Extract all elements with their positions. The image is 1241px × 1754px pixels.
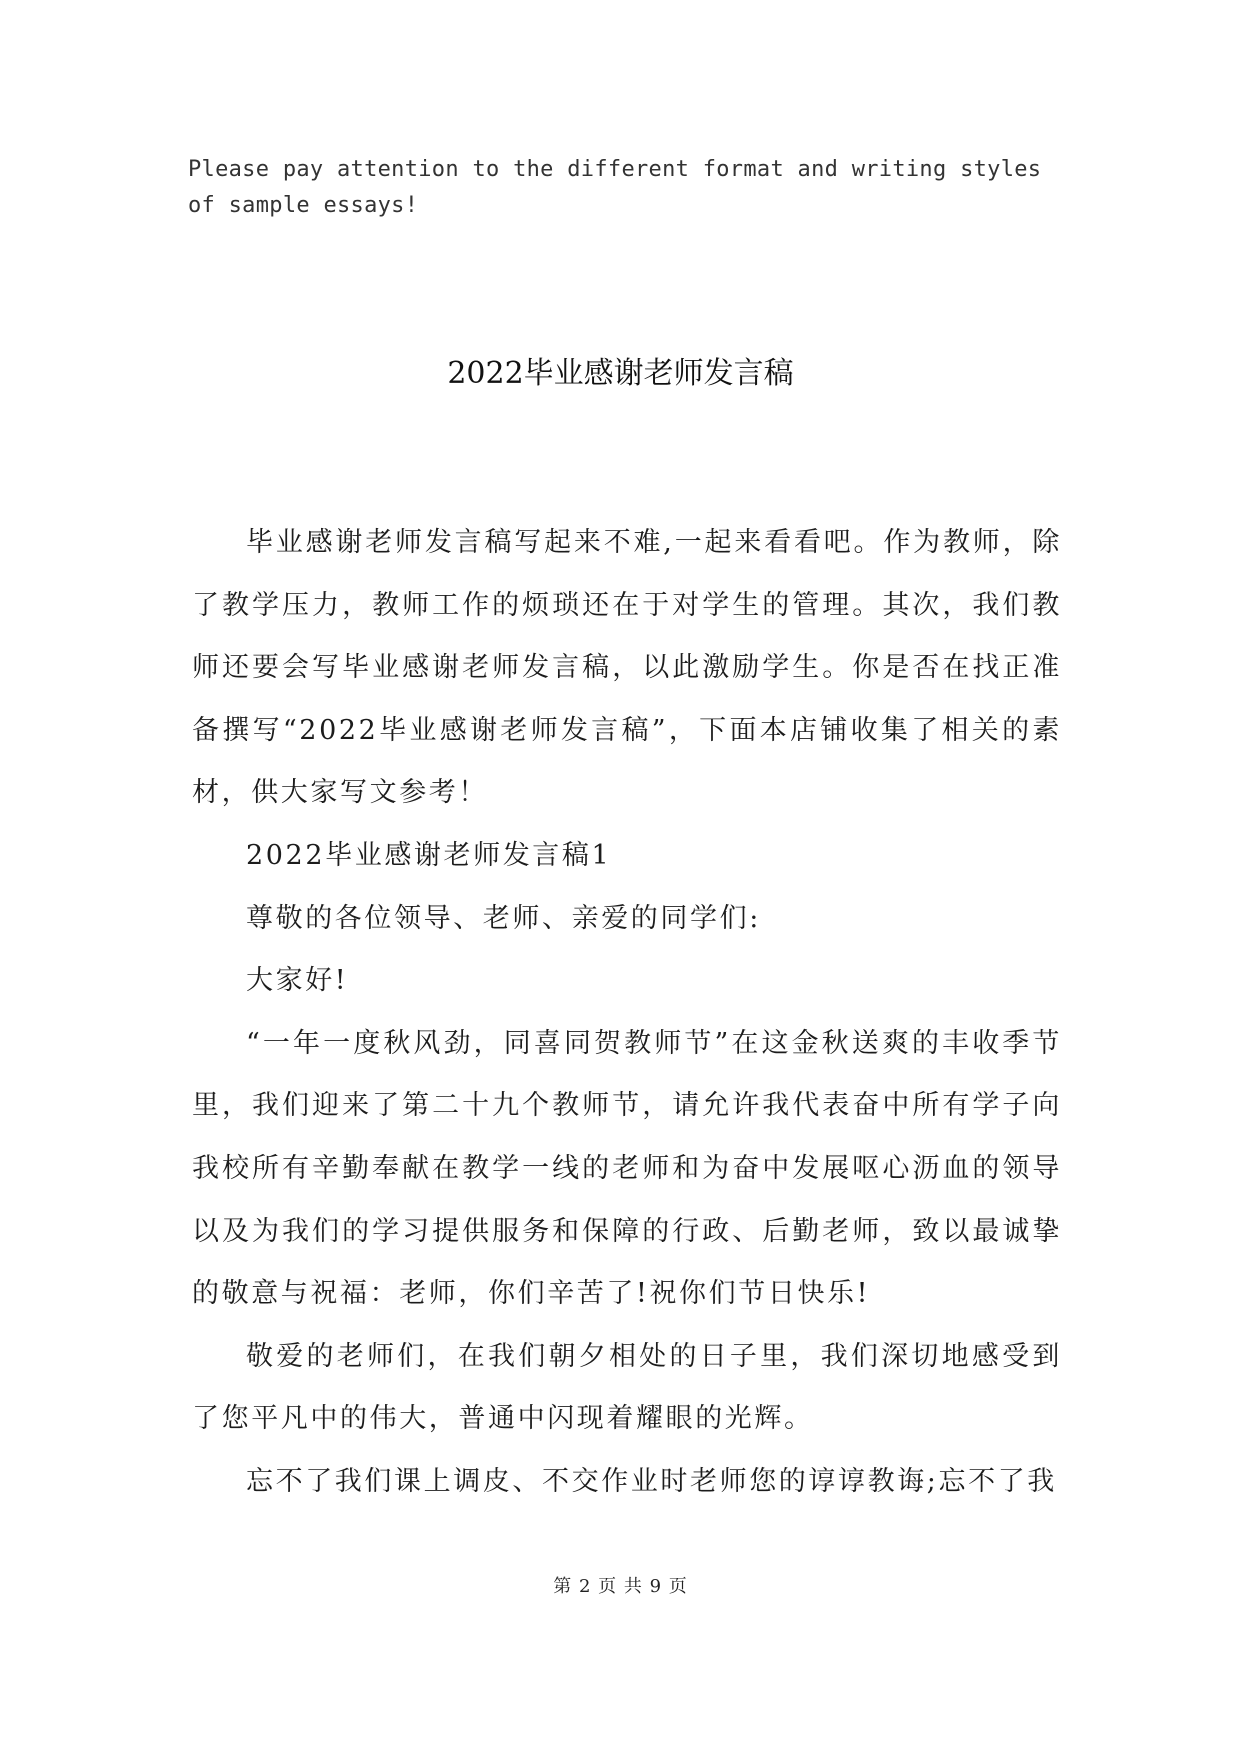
paragraph-section-heading: 2022毕业感谢老师发言稿1 [246, 839, 612, 871]
paragraph-body-3: 忘不了我们课上调皮、不交作业时老师您的谆谆教诲;忘不了我 [246, 1465, 1057, 1497]
sample-notice: Please pay attention to the different format and writing styles of sample essays! [188, 157, 1042, 218]
paragraph-intro: 毕业感谢老师发言稿写起来不难,一起来看看吧。作为教师，除了教学压力，教师工作的烦琐还在于对学生的管理。其次，我们教师还要会写毕业感谢老师发言稿，以此激励学生。你是否在找正准备撰写“2022毕业感谢老师发言稿”，下面本店铺收集了相关的素材，供大家写文参考！ [192, 527, 1062, 809]
paragraph-body-1: “一年一度秋风劲，同喜同贺教师节”在这金秋送爽的丰收季节里，我们迎来了第二十九个教师节，请允许我代表奋中所有学子向我校所有辛勤奉献在教学一线的老师和为奋中发展呕心沥血的领导以及为我们的学习提供服务和保障的行政、后勤老师，致以最诚挚的敬意与祝福：老师，你们辛苦了!祝你们节日快乐! [192, 1027, 1062, 1310]
paragraph-salutation: 尊敬的各位领导、老师、亲爱的同学们: [246, 902, 761, 934]
paragraph-body-2: 敬爱的老师们，在我们朝夕相处的日子里，我们深切地感受到了您平凡中的伟大，普通中闪现着耀眼的光辉。 [192, 1340, 1062, 1435]
document-body [192, 512, 1062, 1514]
page-number-footer: 第 2 页 共 9 页 [553, 1576, 688, 1597]
document-title: 2022毕业感谢老师发言稿 [447, 356, 794, 391]
paragraph-greeting: 大家好! [246, 965, 349, 997]
